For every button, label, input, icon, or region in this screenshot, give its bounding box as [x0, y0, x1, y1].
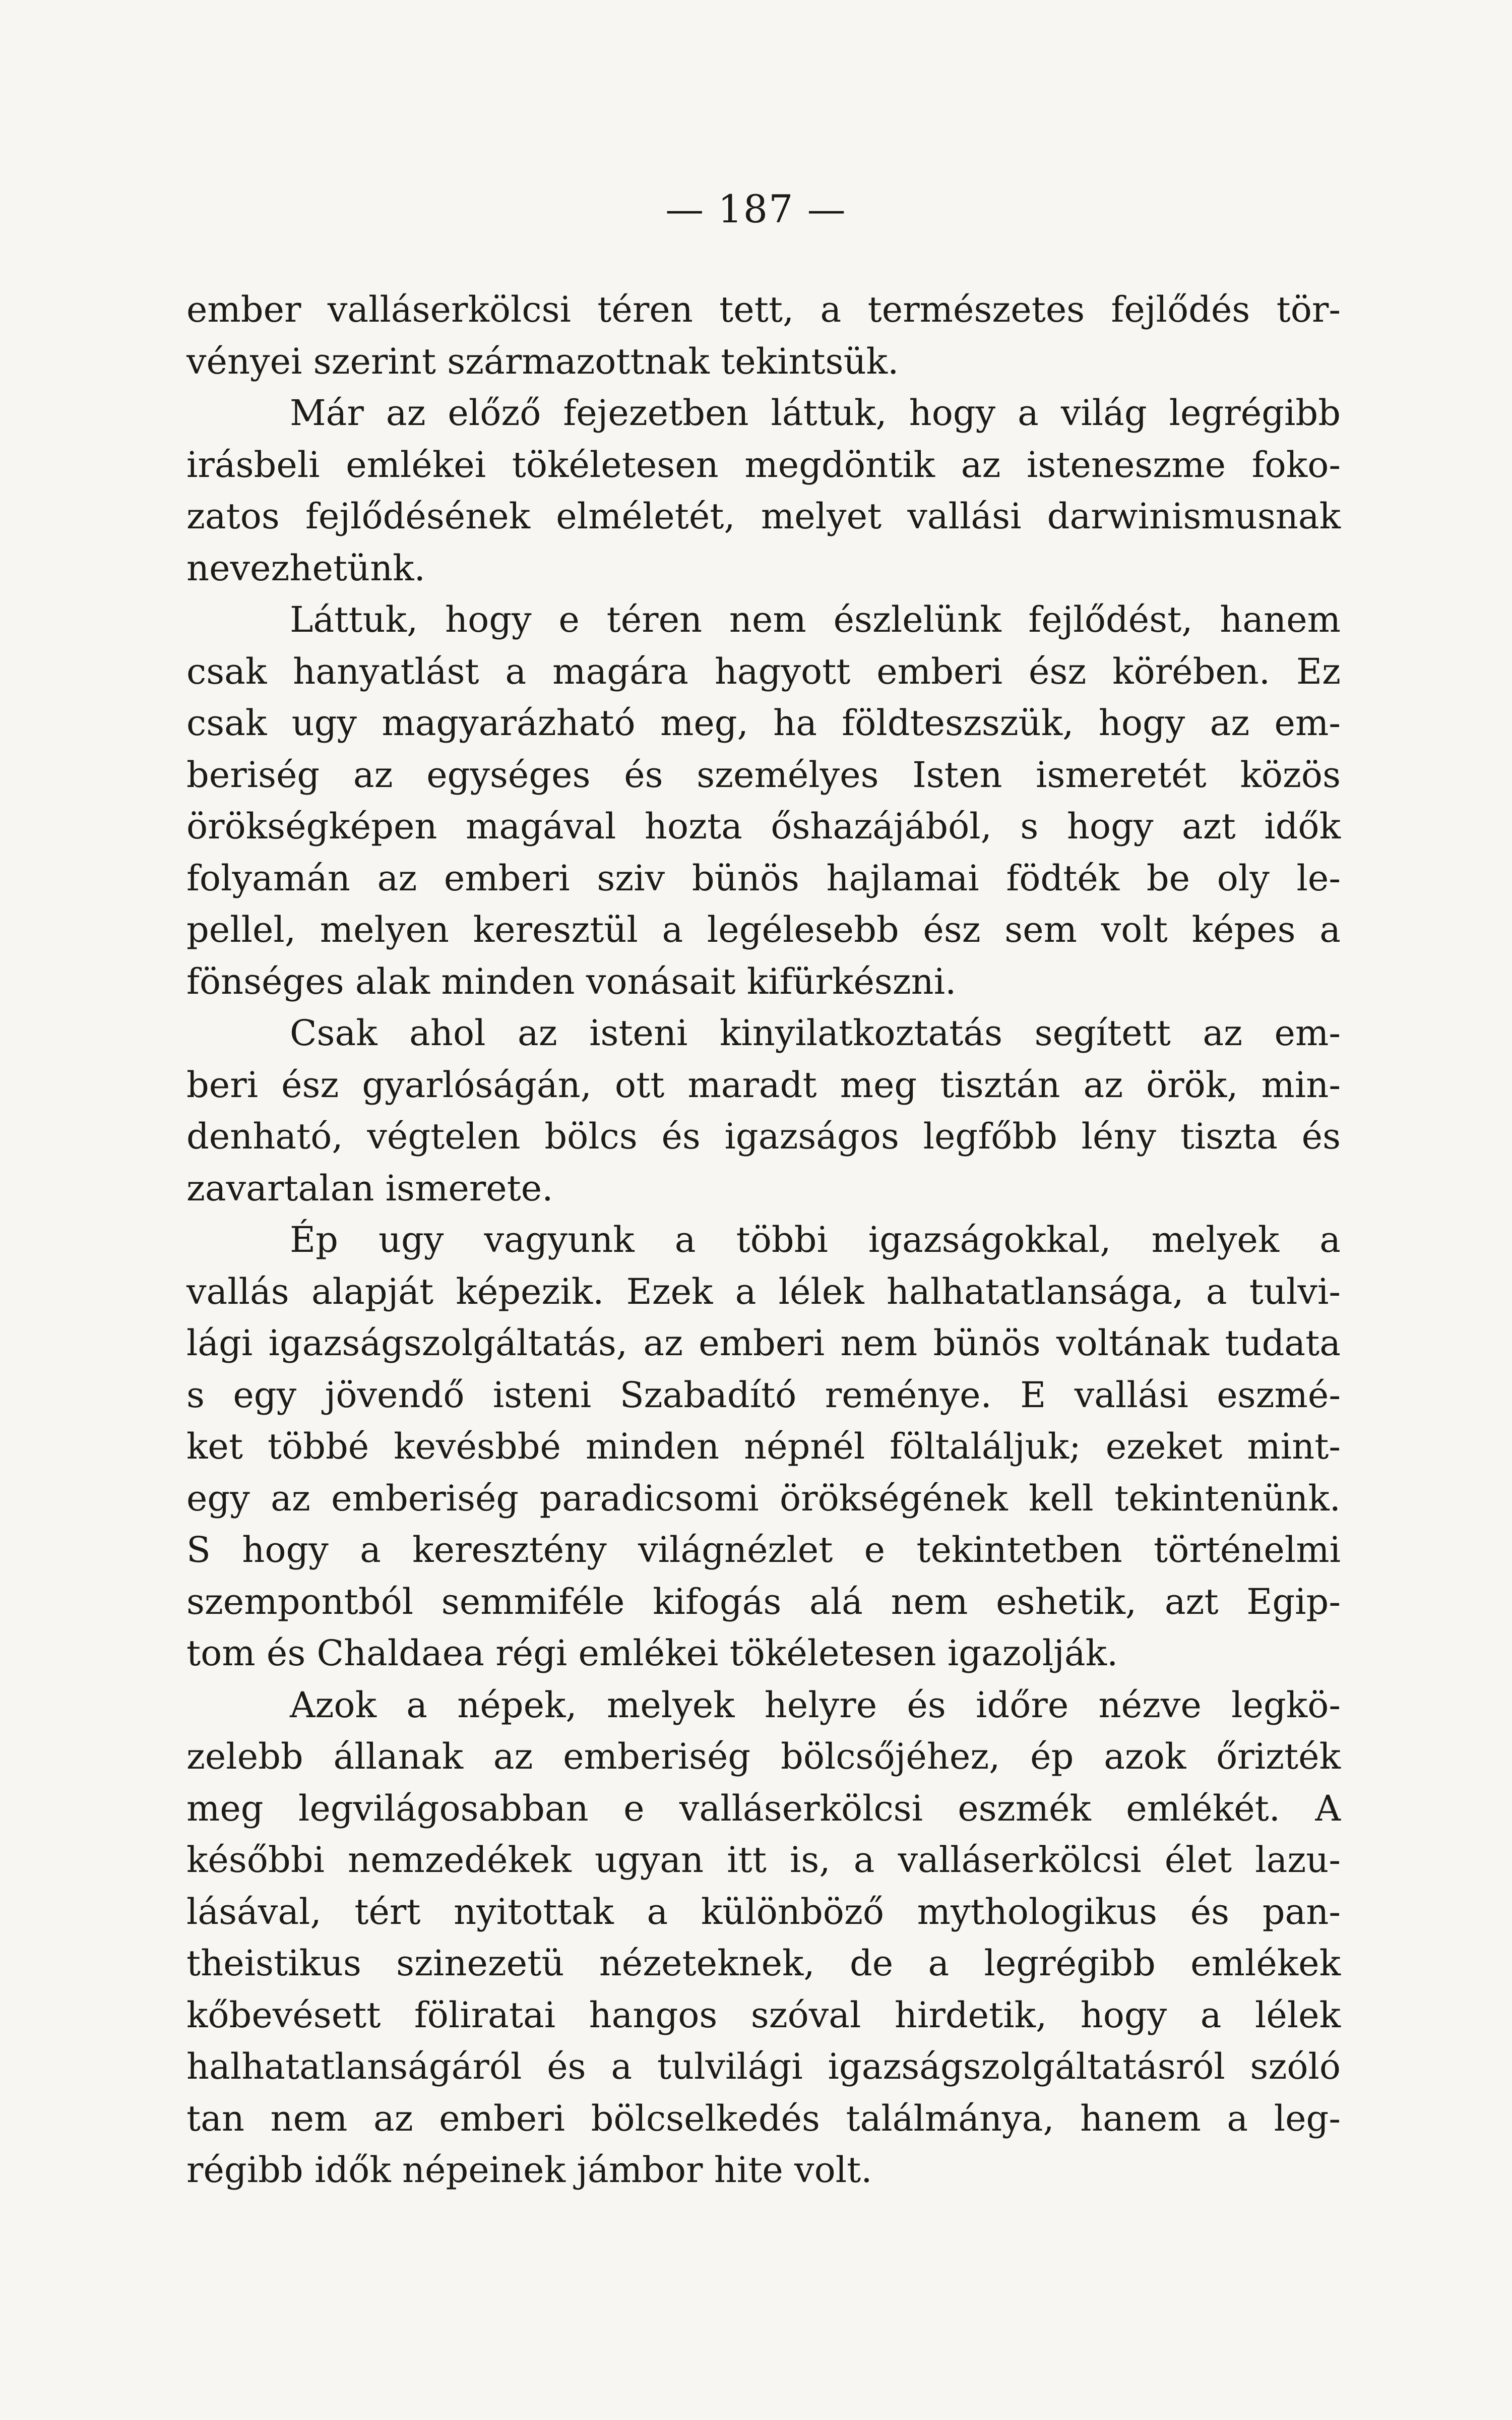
text-line: Csak ahol az isteni kinyilatkoztatás segített az em- [290, 1012, 1341, 1054]
text-line: lásával, tért nyitottak a különböző mythologikus és pan- [186, 1891, 1341, 1932]
text-line: theistikus szinezetü nézeteknek, de a legrégibb emlékek [186, 1943, 1341, 1984]
text-line: ember valláserkölcsi téren tett, a természetes fejlődés tör- [186, 289, 1341, 330]
text-line: beriség az egységes és személyes Isten ismeretét közös [186, 754, 1341, 796]
text-line: vallás alapját képezik. Ezek a lélek halhatatlansága, a tulvi- [186, 1270, 1341, 1312]
text-line: Már az előző fejezetben láttuk, hogy a világ legrégibb [290, 392, 1341, 434]
text-line: folyamán az emberi sziv bünös hajlamai födték be oly le- [186, 857, 1341, 899]
text-line: zavartalan ismerete. [186, 1167, 553, 1209]
text-line: irásbeli emlékei tökéletesen megdöntik az isteneszme foko- [186, 444, 1341, 486]
page-number: — 187 — [665, 187, 847, 231]
text-line: Azok a népek, melyek helyre és időre nézve legkö- [290, 1684, 1341, 1726]
text-line: szempontból semmiféle kifogás alá nem eshetik, azt Egip- [186, 1581, 1341, 1622]
text-line: vényei szerint származottnak tekintsük. [186, 340, 899, 382]
text-line: lági igazságszolgáltatás, az emberi nem bünös voltának tudata [186, 1322, 1341, 1364]
text-line: fönséges alak minden vonásait kifürkészni. [186, 960, 957, 1002]
text-line: Láttuk, hogy e téren nem észlelünk fejlődést, hanem [290, 599, 1341, 640]
text-line: tan nem az emberi bölcselkedés találmánya, hanem a leg- [186, 2097, 1341, 2139]
text-line: meg legvilágosabban e valláserkölcsi eszmék emlékét. A [186, 1787, 1341, 1829]
text-line: halhatatlanságáról és a tulvilági igazságszolgáltatásról szóló [186, 2046, 1341, 2087]
text-line: csak hanyatlást a magára hagyott emberi ész körében. Ez [186, 650, 1341, 692]
text-line: nevezhetünk. [186, 547, 425, 589]
body-text [186, 284, 1341, 2196]
text-line: Ép ugy vagyunk a többi igazságokkal, melyek a [290, 1219, 1341, 1260]
text-line: tom és Chaldaea régi emlékei tökéletesen igazolják. [186, 1632, 1118, 1674]
text-line: későbbi nemzedékek ugyan itt is, a valláserkölcsi élet lazu- [186, 1839, 1341, 1881]
text-line: régibb idők népeinek jámbor hite volt. [186, 2149, 872, 2191]
text-line: s egy jövendő isteni Szabadító reménye. E vallási eszmé- [186, 1374, 1341, 1416]
text-line: zelebb állanak az emberiség bölcsőjéhez, ép azok őrizték [186, 1736, 1341, 1777]
text-line: S hogy a keresztény világnézlet e tekintetben történelmi [186, 1529, 1341, 1570]
text-line: egy az emberiség paradicsomi örökségének kell tekintenünk. [186, 1477, 1341, 1519]
text-line: pellel, melyen keresztül a legélesebb ész sem volt képes a [186, 909, 1341, 950]
text-line: denható, végtelen bölcs és igazságos legfőbb lény tiszta és [186, 1116, 1341, 1157]
text-line: csak ugy magyarázható meg, ha földteszszük, hogy az em- [186, 702, 1341, 744]
text-line: örökségképen magával hozta őshazájából, s hogy azt idők [186, 806, 1341, 847]
text-line: zatos fejlődésének elméletét, melyet vallási darwinismusnak [186, 496, 1341, 537]
text-line: ket többé kevésbbé minden népnél föltaláljuk; ezeket mint- [186, 1426, 1341, 1467]
text-line: kőbevésett föliratai hangos szóval hirdetik, hogy a lélek [186, 1994, 1341, 2036]
text-line: beri ész gyarlóságán, ott maradt meg tisztán az örök, min- [186, 1064, 1341, 1106]
